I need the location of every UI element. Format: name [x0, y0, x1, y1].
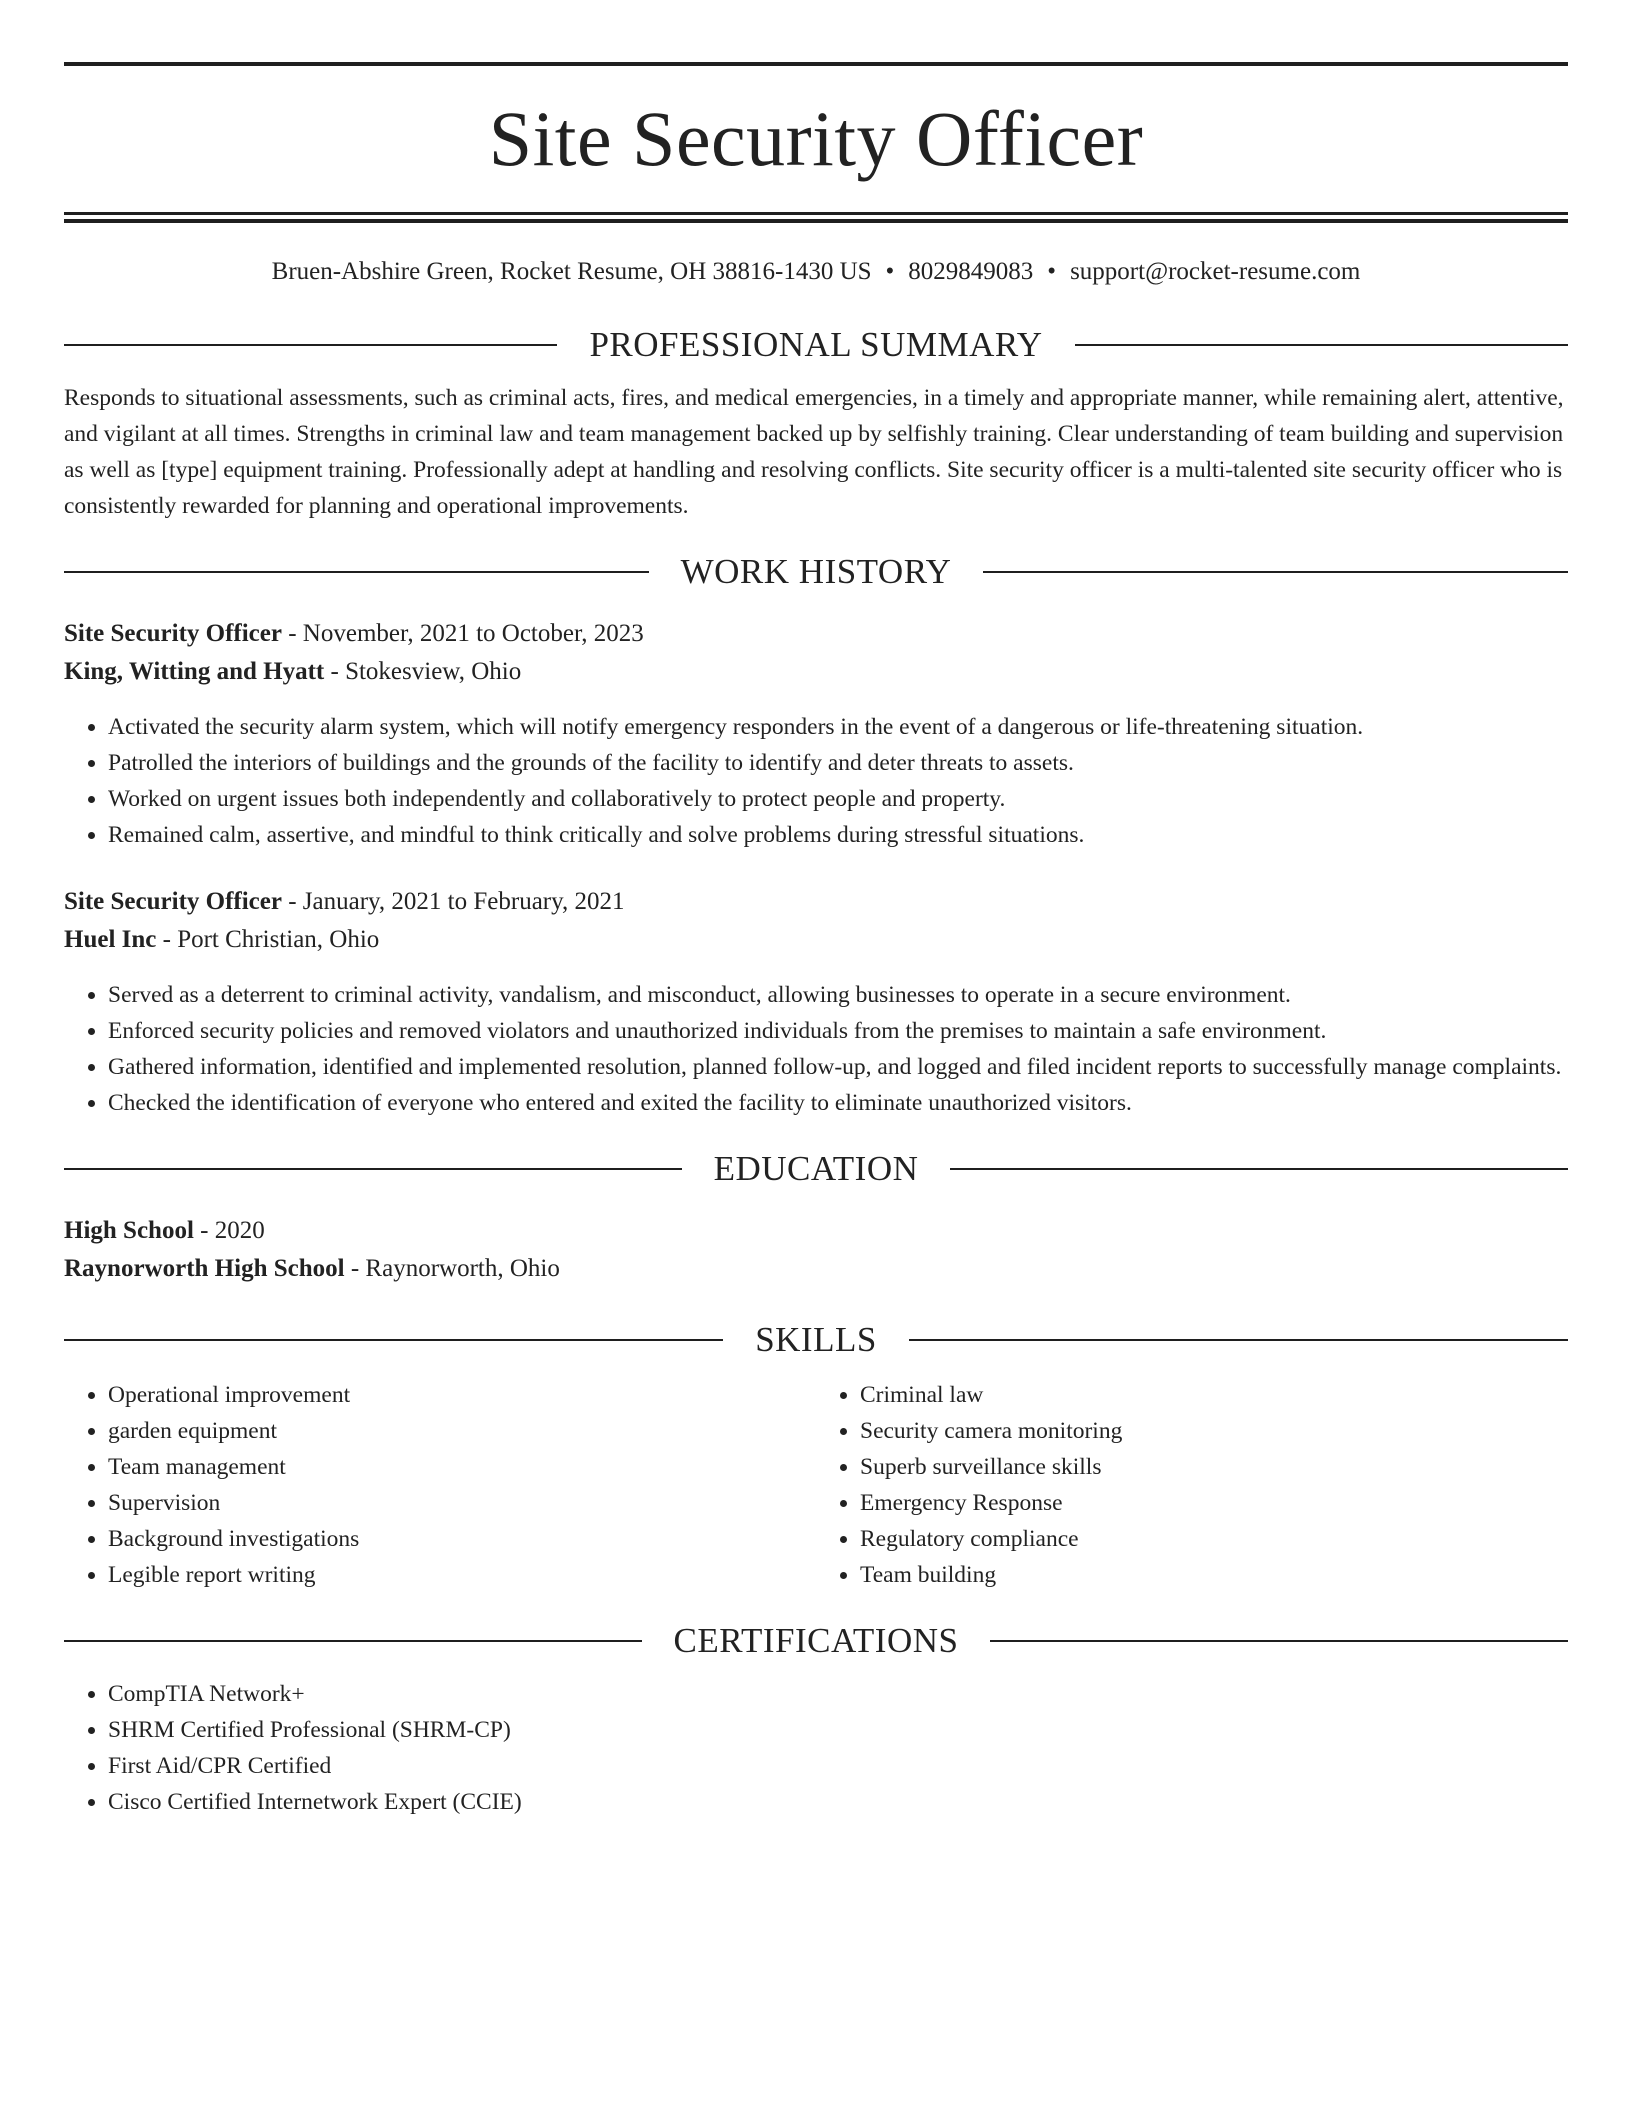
list-item: • Cisco Certified Internetwork Expert (CCIE)	[108, 1784, 1568, 1820]
contact-separator: •	[1047, 258, 1057, 285]
dash: -	[156, 926, 178, 953]
job-company-line	[64, 653, 1568, 691]
education-year: 2020	[214, 1217, 265, 1244]
heading-rule	[990, 1640, 1568, 1642]
dash: -	[193, 1217, 215, 1244]
job-role-line	[64, 883, 1568, 921]
job-company: King, Witting and Hyatt	[64, 658, 325, 685]
section-heading-education	[64, 1151, 1568, 1186]
job-role: Site Security Officer	[64, 620, 282, 647]
dash: -	[281, 888, 303, 915]
heading-rule	[64, 1640, 642, 1642]
list-item: • SHRM Certified Professional (SHRM-CP)	[108, 1712, 1568, 1748]
list-item: • Operational improvement	[108, 1377, 816, 1413]
contact-line	[64, 257, 1568, 287]
list-item: • First Aid/CPR Certified	[108, 1748, 1568, 1784]
list-item: • Criminal law	[860, 1377, 1568, 1413]
list-item: • Background investigations	[108, 1521, 816, 1557]
dash: -	[281, 620, 303, 647]
list-item: • Team management	[108, 1449, 816, 1485]
list-item: • Regulatory compliance	[860, 1521, 1568, 1557]
list-item: • Team building	[860, 1557, 1568, 1593]
education-school: Raynorworth High School	[64, 1255, 345, 1282]
list-item: • Remained calm, assertive, and mindful to think critically and solve problems during stressful situations.	[108, 817, 1568, 853]
job-bullets	[64, 977, 1568, 1121]
list-item: • Emergency Response	[860, 1485, 1568, 1521]
job-bullets	[64, 709, 1568, 853]
job-entry	[64, 615, 1568, 853]
list-item: • Legible report writing	[108, 1557, 816, 1593]
heading-rule	[950, 1168, 1568, 1170]
heading-rule	[1075, 344, 1568, 346]
contact-phone: 8029849083	[908, 258, 1034, 285]
list-item: • Served as a deterrent to criminal activity, vandalism, and misconduct, allowing businesses to operate in a secure environment.	[108, 977, 1568, 1013]
contact-address: Bruen-Abshire Green, Rocket Resume, OH 38816-1430 US	[271, 258, 872, 285]
skills-column-right	[816, 1377, 1568, 1593]
list-item: • Checked the identification of everyone who entered and exited the facility to eliminate unauthorized visitors.	[108, 1085, 1568, 1121]
education-degree: High School	[64, 1217, 194, 1244]
section-heading-work-history	[64, 554, 1568, 589]
section-title: EDUCATION	[713, 1149, 919, 1188]
title-double-rule	[64, 212, 1568, 223]
heading-rule	[64, 1168, 682, 1170]
section-heading-summary	[64, 327, 1568, 362]
section-title: WORK HISTORY	[680, 552, 952, 591]
job-entry	[64, 883, 1568, 1121]
job-location: Stokesview, Ohio	[345, 658, 522, 685]
job-company: Huel Inc	[64, 926, 157, 953]
list-item: • Security camera monitoring	[860, 1413, 1568, 1449]
section-heading-certifications	[64, 1623, 1568, 1658]
education-location: Raynorworth, Ohio	[365, 1255, 560, 1282]
resume-title: Site Security Officer	[488, 95, 1144, 182]
list-item: • Worked on urgent issues both independently and collaboratively to protect people and property.	[108, 781, 1568, 817]
contact-email: support@rocket-resume.com	[1070, 258, 1361, 285]
dash: -	[324, 658, 346, 685]
job-company-line	[64, 921, 1568, 959]
skills-column-left	[64, 1377, 816, 1593]
job-location: Port Christian, Ohio	[177, 926, 380, 953]
dash: -	[344, 1255, 366, 1282]
education-school-line	[64, 1250, 1568, 1288]
heading-rule	[983, 571, 1568, 573]
list-item: • Patrolled the interiors of buildings and the grounds of the facility to identify and deter threats to assets.	[108, 745, 1568, 781]
certifications-list	[64, 1676, 1568, 1820]
heading-rule	[64, 571, 649, 573]
summary-text: Responds to situational assessments, such as criminal acts, fires, and medical emergencies, in a timely and appropriate manner, while remaining alert, attentive, and vigilant at all times. Strengths in criminal law and team management backed up by selfishly training. Clear understanding of team building and supervision as well as [type] equipment training. Professionally adept at handling and resolving conflicts. Site security officer is a multi-talented site security officer who is consistently rewarded for planning and operational improvements.	[64, 385, 1564, 519]
section-title: SKILLS	[755, 1320, 877, 1359]
list-item: • Supervision	[108, 1485, 816, 1521]
heading-rule	[909, 1339, 1568, 1341]
list-item: • Superb surveillance skills	[860, 1449, 1568, 1485]
education-degree-line	[64, 1212, 1568, 1250]
contact-separator: •	[885, 258, 895, 285]
heading-rule	[64, 1339, 723, 1341]
section-title: PROFESSIONAL SUMMARY	[589, 325, 1043, 364]
list-item: • Gathered information, identified and implemented resolution, planned follow-up, and logged and filed incident reports to successfully manage complaints.	[108, 1049, 1568, 1085]
list-item: • garden equipment	[108, 1413, 816, 1449]
list-item: • Activated the security alarm system, which will notify emergency responders in the event of a dangerous or life-threatening situation.	[108, 709, 1568, 745]
section-heading-skills	[64, 1322, 1568, 1357]
list-item: • CompTIA Network+	[108, 1676, 1568, 1712]
list-item: • Enforced security policies and removed violators and unauthorized individuals from the premises to maintain a safe environment.	[108, 1013, 1568, 1049]
job-dates: November, 2021 to October, 2023	[302, 620, 644, 647]
heading-rule	[64, 344, 557, 346]
education-entry	[64, 1212, 1568, 1288]
job-role-line	[64, 615, 1568, 653]
section-title: CERTIFICATIONS	[673, 1621, 959, 1660]
job-dates: January, 2021 to February, 2021	[302, 888, 625, 915]
skills-grid	[64, 1377, 1568, 1593]
job-role: Site Security Officer	[64, 888, 282, 915]
top-rule	[64, 62, 1568, 66]
